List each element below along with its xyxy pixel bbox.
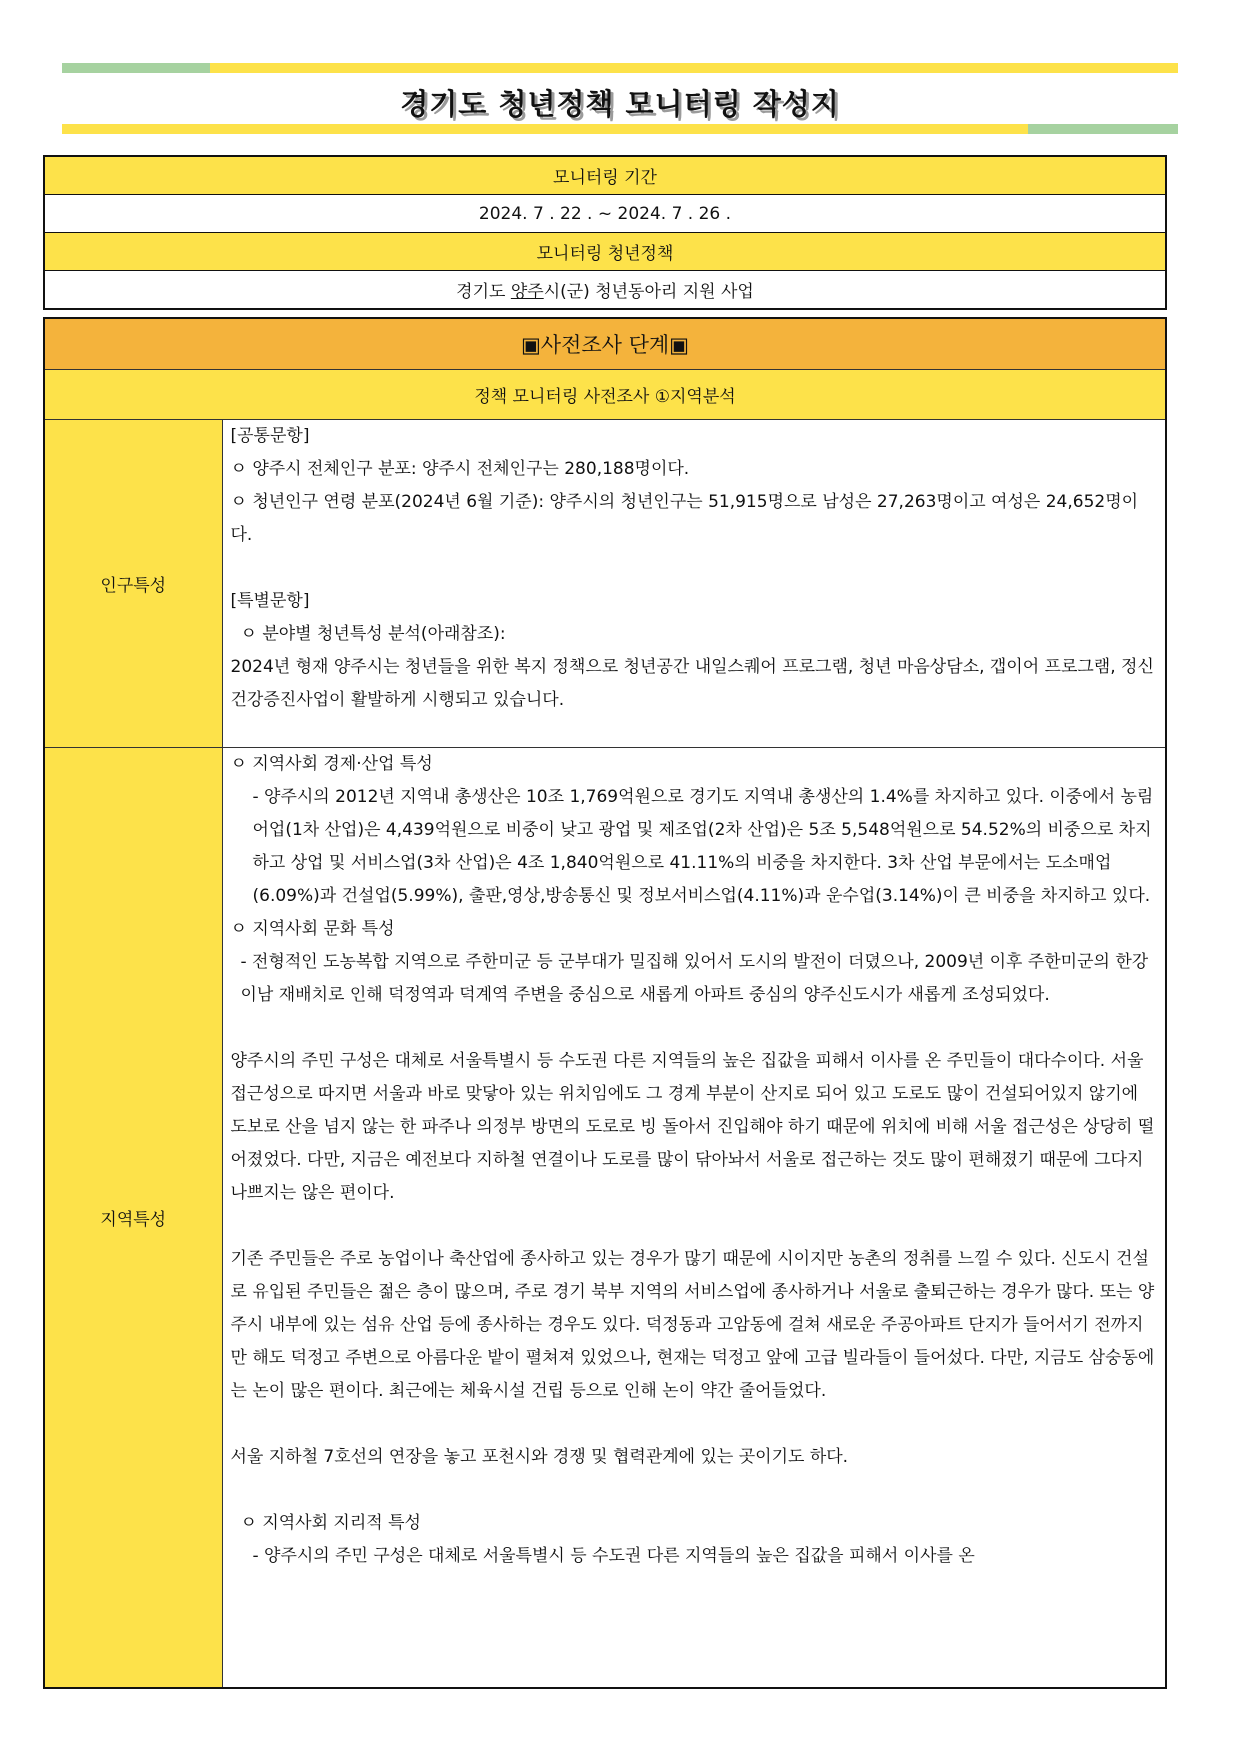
line: 양주시의 주민 구성은 대체로 서울특별시 등 수도권 다른 지역들의 높은 집값을 피해서 이사를 온 주민들이 대다수이다. 서울 접근성으로 따지면 서울과 바로 맞닿아 있는 위치임에도 그 경계 부분이 산지로 되어 있고 도로도 많이 건설되어있지 않기에 도보로 산을 넘지 않는 한 파주나 의정부 방면의 도로로 빙 돌아서 진입해야 하기 때문에 위치에 비해 서울 접근성은 상당히 떨어졌었다. 다만, 지금은 예전보다 지하철 연결이나 도로를 많이 닦아놔서 서울로 접근하는 것도 많이 편해졌기 때문에 그다지 나쁘지는 않은 편이다. (230, 1051, 1155, 1203)
line: ㅇ 지역사회 문화 특성 (230, 919, 395, 939)
blank-line (231, 1408, 1156, 1441)
decorative-bar-yellow-top (210, 63, 1178, 73)
line: - 양주시의 2012년 지역내 총생산은 10조 1,769억원으로 경기도 지역내 총생산의 1.4%를 차지하고 있다. 이중에서 농림어업(1차 산업)은 4,439억원으로 비중이 낮고 광업 및 제조업(2차 산업)은 5조 5,548억원으로 54.52%의 비중으로 차지하고 상업 및 서비스업(3차 산업)은 4조 1,840억원으로 41.11%의 비중을 차지한다. 3차 산업 부문에서는 도소매업(6.09%)과 건설업(5.99%), 출판,영상,방송통신 및 정보서비스업(4.11%)과 운수업(3.14%)이 큰 비중을 차지하고 있다. (252, 787, 1154, 906)
period-label: 모니터링 기간 (44, 156, 1166, 195)
line: ㅇ 지역사회 지리적 특성 (240, 1513, 421, 1533)
line: [공통문항] (230, 426, 310, 446)
page-title: 경기도 청년정책 모니터링 작성지 (400, 87, 840, 121)
policy-city: 양주 (510, 282, 544, 302)
stage-title: ▣사전조사 단계▣ (44, 318, 1166, 370)
line: 서울 지하철 7호선의 연장을 놓고 포천시와 경쟁 및 협력관계에 있는 곳이기도 하다. (230, 1447, 849, 1467)
row-label-region: 지역특성 (44, 748, 222, 1688)
decorative-bar-yellow-bottom (62, 124, 1028, 134)
pre-survey-table (43, 317, 1167, 1689)
survey-subtitle: 정책 모니터링 사전조사 ①지역분석 (44, 370, 1166, 420)
line: 2024년 형재 양주시는 청년들을 위한 복지 정책으로 청년공간 내일스퀘어 프로그램, 청년 마음상담소, 갭이어 프로그램, 정신건강증진사업이 활발하게 시행되고 있습니다. (230, 657, 1154, 710)
line: 기존 주민들은 주로 농업이나 축산업에 종사하고 있는 경우가 많기 때문에 시이지만 농촌의 정취를 느낄 수 있다. 신도시 건설로 유입된 주민들은 젊은 층이 많으며, 주로 경기 북부 지역의 서비스업에 종사하거나 서울로 출퇴근하는 경우가 많다. 또는 양주시 내부에 있는 섬유 산업 등에 종사하는 경우도 있다. 덕정동과 고암동에 걸쳐 새로운 주공아파트 단지가 들어서기 전까지만 해도 덕정고 주변으로 아름다운 밭이 펼쳐져 있었으나, 현재는 덕정고 앞에 고급 빌라들이 들어섰다. 다만, 지금도 삼숭동에는 논이 많은 편이다. 최근에는 체육시설 건립 등으로 인해 논이 약간 줄어들었다. (230, 1249, 1155, 1401)
line: [특별문항] (230, 591, 310, 611)
row-content-region (222, 748, 1166, 1688)
blank-line (231, 1012, 1156, 1045)
line: - 전형적인 도농복합 지역으로 주한미군 등 군부대가 밀집해 있어서 도시의 발전이 더뎠으나, 2009년 이후 주한미군의 한강 이남 재배치로 인해 덕정역과 덕계역 주변을 중심으로 새롭게 아파트 중심의 양주신도시가 새롭게 조성되었다. (240, 952, 1149, 1005)
monitoring-info-table (43, 155, 1167, 310)
policy-label: 모니터링 청년정책 (44, 233, 1166, 271)
row-content-population (222, 420, 1166, 748)
blank-line (231, 552, 1156, 585)
decorative-bar-green-top (62, 63, 210, 73)
policy-suffix: 시(군) 청년동아리 지원 사업 (543, 282, 754, 302)
policy-value (44, 271, 1166, 310)
decorative-bar-green-bottom (1028, 124, 1178, 134)
blank-line (231, 1210, 1156, 1243)
line: ㅇ 양주시 전체인구 분포: 양주시 전체인구는 280,188명이다. (230, 459, 690, 479)
period-value: 2024. 7 . 22 . ~ 2024. 7 . 26 . (44, 195, 1166, 233)
policy-prefix: 경기도 (456, 282, 511, 302)
line: ㅇ 분야별 청년특성 분석(아래참조): (240, 624, 506, 644)
row-label-population: 인구특성 (44, 420, 222, 748)
line: ㅇ 청년인구 연령 분포(2024년 6월 기준): 양주시의 청년인구는 51,915명으로 남성은 27,263명이고 여성은 24,652명이다. (230, 492, 1139, 545)
line: ㅇ 지역사회 경제·산업 특성 (230, 754, 433, 774)
blank-line (231, 1474, 1156, 1507)
line: - 양주시의 주민 구성은 대체로 서울특별시 등 수도권 다른 지역들의 높은 집값을 피해서 이사를 온 (252, 1546, 975, 1566)
